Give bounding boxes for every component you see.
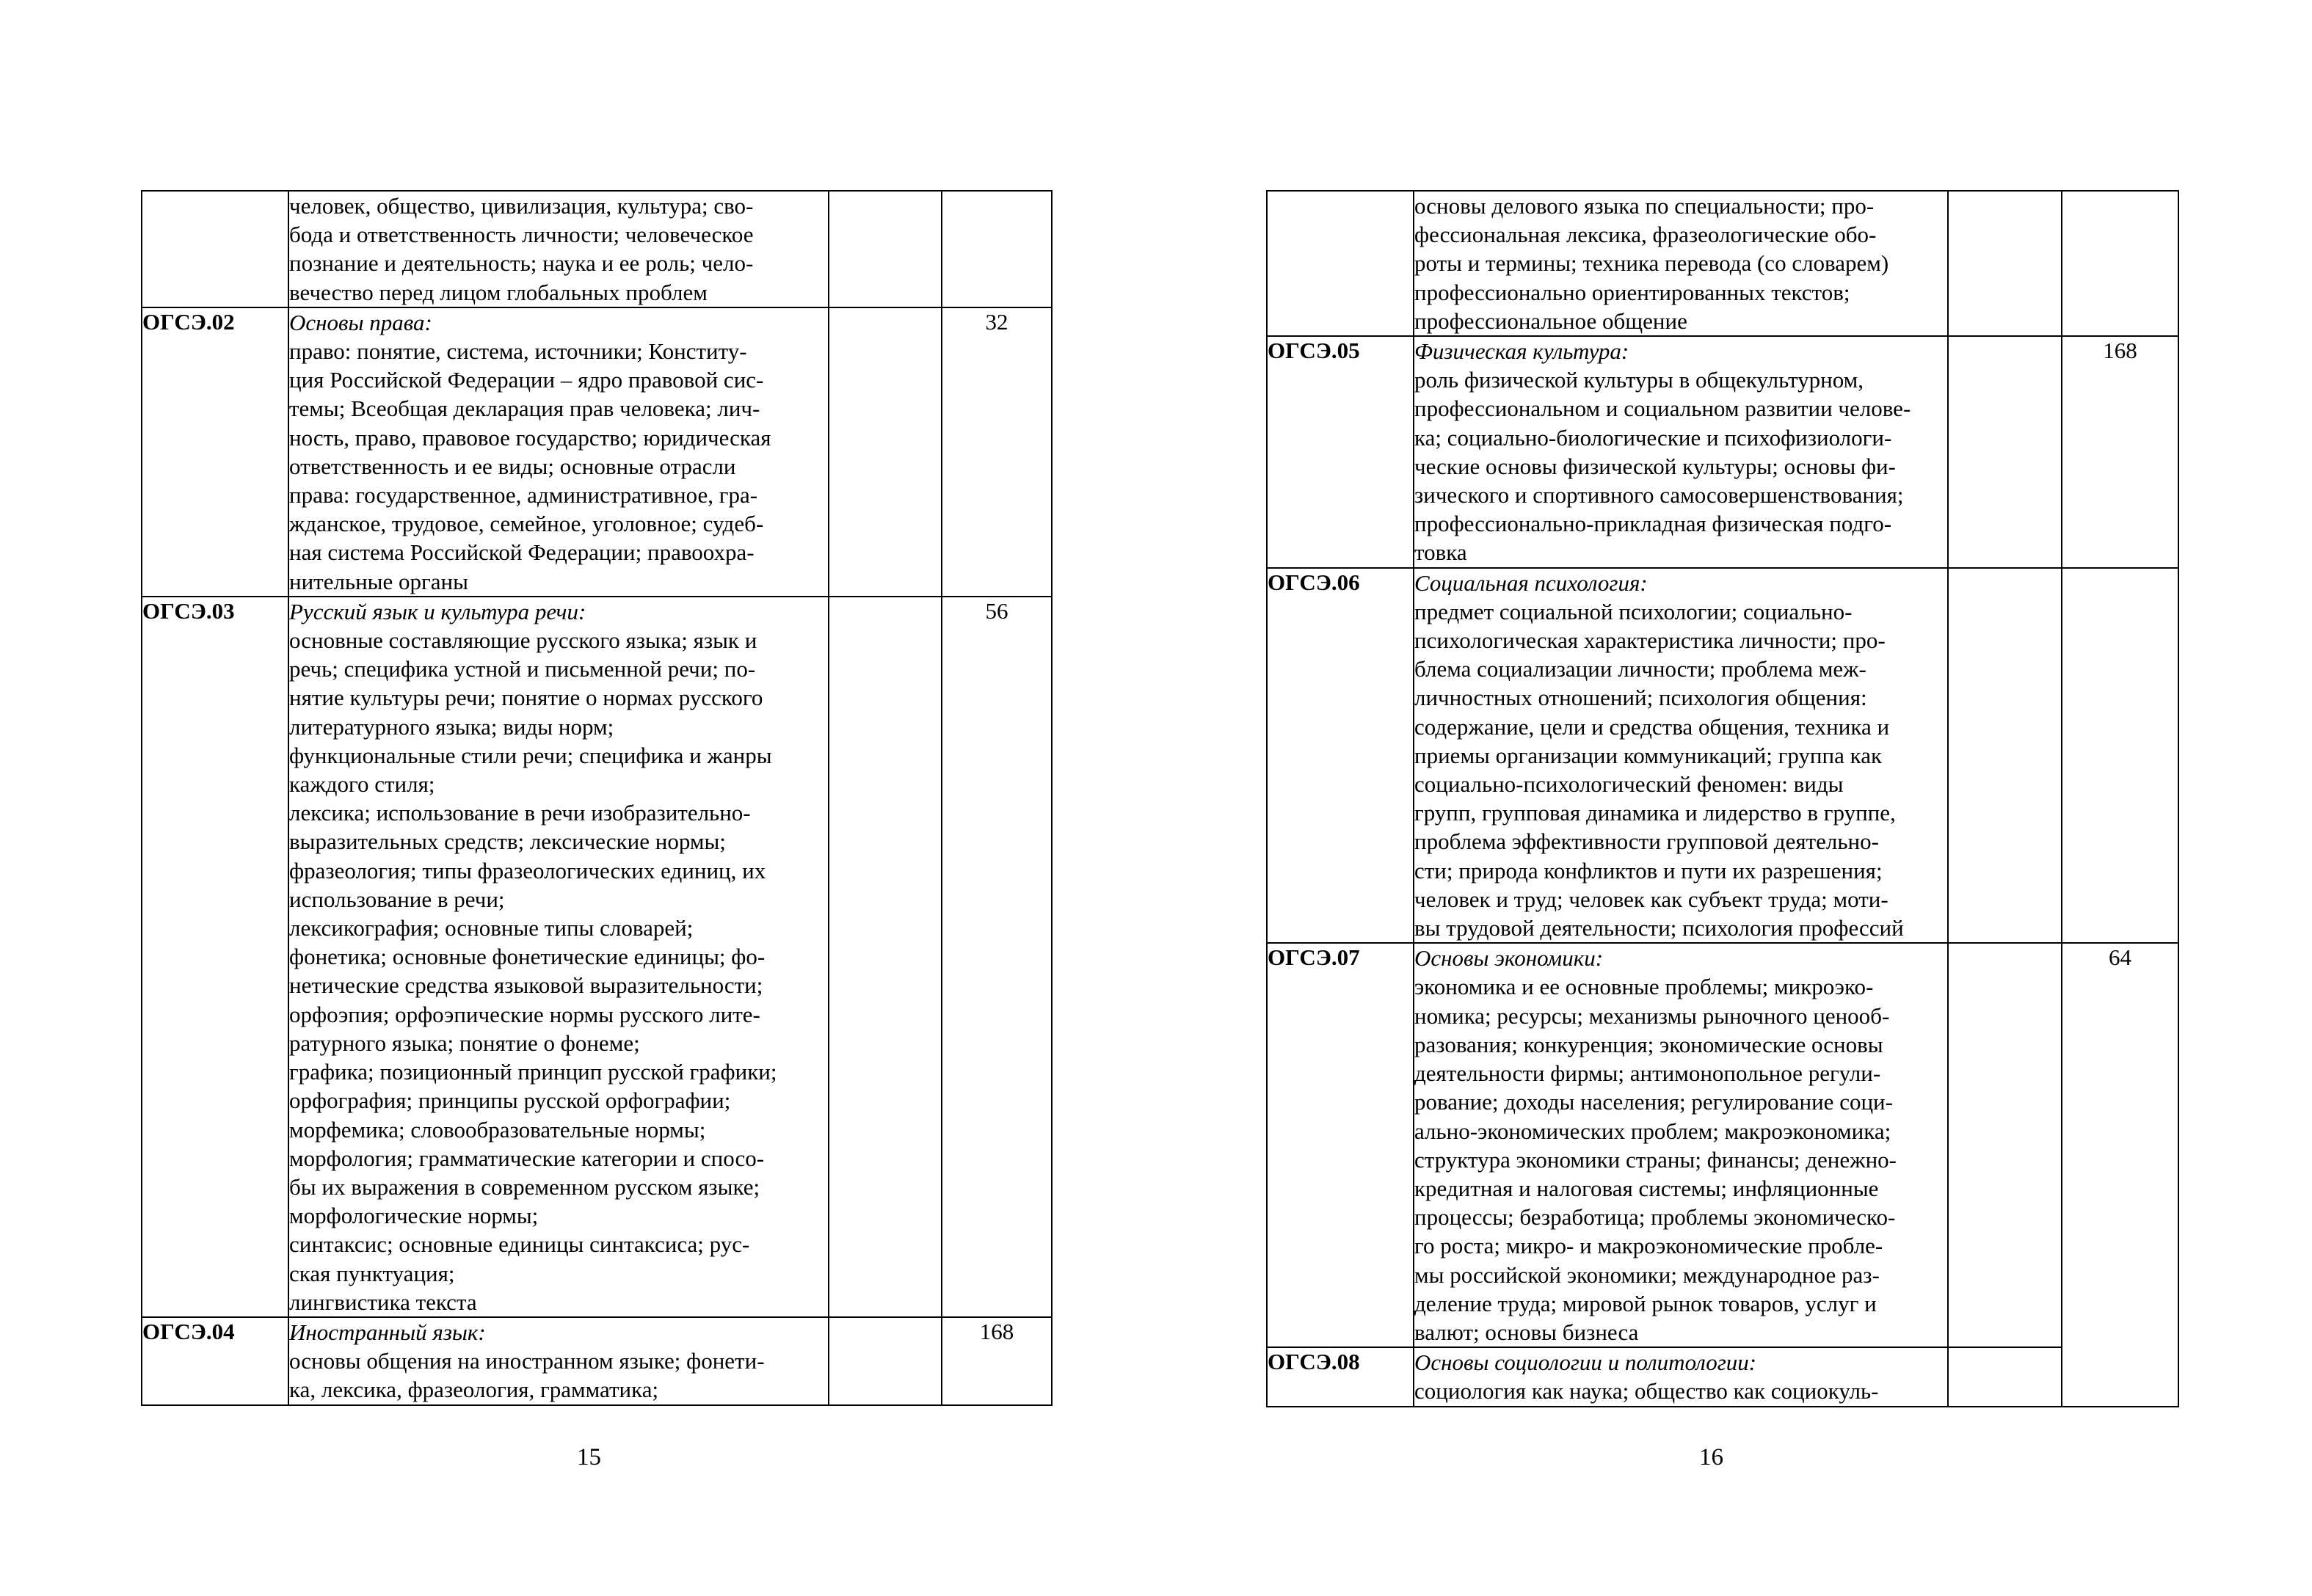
empty-cell (829, 597, 942, 1317)
content-line: социально-психологический феномен: виды (1414, 771, 1844, 798)
content-line: ка, лексика, фразеология, грамматика; (289, 1377, 659, 1403)
content-line: право: понятие, система, источники; Конститу- (289, 338, 747, 365)
discipline-title: Физическая культура: (1414, 338, 1629, 365)
table-row (1267, 1347, 2178, 1406)
content-line: вы трудовой деятельности; психология профессий (1414, 915, 1904, 941)
curriculum-table (1266, 190, 2179, 1407)
content-line: выразительных средств; лексические нормы; (289, 828, 726, 855)
content-line: социология как наука; общество как социокуль- (1414, 1378, 1879, 1404)
content-line: профессиональном и социальном развитии челове- (1414, 396, 1911, 422)
content-line: жданское, трудовое, семейное, уголовное; судеб- (289, 511, 764, 537)
content-line: структура экономики страны; финансы; денежно- (1414, 1146, 1897, 1173)
content-line: речь; специфика устной и письменной речи; по- (289, 656, 756, 682)
content-line: темы; Всеобщая декларация прав человека; лич- (289, 396, 760, 422)
content-line: познание и деятельность; наука и ее роль; чело- (289, 250, 754, 277)
content-line: блема социализации личности; проблема меж- (1414, 656, 1866, 682)
content-line: мы российской экономики; международное раз- (1414, 1261, 1880, 1288)
content-line: бода и ответственность личности; человеческое (289, 222, 754, 248)
content-line: товка (1414, 539, 1467, 566)
page-number: 16 (1699, 1444, 1723, 1471)
discipline-code: ОГСЭ.03 (142, 597, 288, 1317)
content-line: лексика; использование в речи изобразительно- (289, 800, 751, 826)
content-line: фессиональная лексика, фразеологические обо- (1414, 222, 1877, 248)
discipline-content (1414, 1347, 1948, 1406)
content-line: функциональные стили речи; специфика и жанры (289, 742, 772, 768)
hours-value (942, 191, 1052, 307)
content-line: валют; основы бизнеса (1414, 1319, 1639, 1345)
content-line: профессионально ориентированных текстов; (1414, 279, 1850, 305)
content-line: права: государственное, административное, гра- (289, 482, 758, 509)
content-line: основы делового языка по специальности; про- (1414, 193, 1875, 219)
content-line: использование в речи; (289, 886, 505, 912)
hours-value (2062, 568, 2178, 944)
discipline-code (142, 191, 288, 307)
content-line: деятельности фирмы; антимонопольное регули- (1414, 1060, 1881, 1087)
content-line: орфоэпия; орфоэпические нормы русского лите- (289, 1001, 760, 1027)
table-row (142, 1317, 1052, 1405)
content-line: содержание, цели и средства общения, техника и (1414, 713, 1890, 740)
content-line: фонетика; основные фонетические единицы; фо- (289, 944, 766, 970)
discipline-title: Основы права: (289, 309, 432, 335)
table-row (1267, 336, 2178, 568)
hours-value: 64 (2062, 943, 2178, 1406)
discipline-title: Социальная психология: (1414, 569, 1648, 596)
discipline-code: ОГСЭ.08 (1267, 1347, 1414, 1406)
content-line: нятие культуры речи; понятие о нормах русского (289, 685, 763, 711)
discipline-title: Основы социологии и политологии: (1414, 1349, 1757, 1376)
content-line: профессиональное общение (1414, 307, 1687, 334)
content-line: ка; социально-биологические и психофизиологи- (1414, 424, 1892, 451)
content-line: ская пунктуация; (289, 1260, 455, 1286)
content-line: нительные органы (289, 568, 468, 594)
content-line: приемы организации коммуникаций; группа как (1414, 742, 1883, 768)
empty-cell (1948, 191, 2062, 336)
table-row (142, 597, 1052, 1317)
content-line: зического и спортивного самосовершенствования; (1414, 482, 1904, 509)
content-line: разования; конкуренция; экономические основы (1414, 1031, 1883, 1057)
content-line: синтаксис; основные единицы синтаксиса; рус- (289, 1231, 750, 1258)
content-line: ная система Российской Федерации; правоохра- (289, 539, 755, 566)
content-line: номика; ресурсы; механизмы рыночного ценооб- (1414, 1002, 1890, 1029)
page-number: 15 (577, 1444, 601, 1471)
empty-cell (1948, 1347, 2062, 1406)
discipline-code: ОГСЭ.05 (1267, 336, 1414, 568)
hours-value: 168 (942, 1317, 1052, 1405)
content-line: лингвистика текста (289, 1289, 477, 1315)
content-line: рование; доходы населения; регулирование соци- (1414, 1089, 1893, 1115)
page-right (1156, 0, 2312, 1596)
content-line: личностных отношений; психология общения: (1414, 685, 1867, 711)
discipline-content (288, 307, 829, 597)
content-line: ответственность и ее виды; основные отрасли (289, 453, 736, 479)
content-line: ность, право, правовое государство; юридическая (289, 424, 771, 451)
content-line: графика; позиционный принцип русской графики; (289, 1059, 777, 1085)
table-row (1267, 568, 2178, 944)
content-line: нетические средства языковой выразительности; (289, 972, 763, 999)
content-line: ческие основы физической культуры; основы фи- (1414, 453, 1896, 479)
content-line: процессы; безработица; проблемы экономическо- (1414, 1204, 1896, 1231)
table-row (142, 191, 1052, 307)
hours-value: 32 (942, 307, 1052, 597)
discipline-title: Основы экономики: (1414, 945, 1604, 972)
table-row (1267, 191, 2178, 336)
content-line: проблема эффективности групповой деятельно- (1414, 828, 1879, 855)
content-line: предмет социальной психологии; социально- (1414, 598, 1853, 624)
content-line: литературного языка; виды норм; (289, 713, 614, 740)
discipline-title: Иностранный язык: (289, 1319, 486, 1345)
content-line: человек и труд; человек как субъект труда; моти- (1414, 886, 1889, 912)
empty-cell (829, 1317, 942, 1405)
hours-value (2062, 191, 2178, 336)
discipline-code: ОГСЭ.06 (1267, 568, 1414, 944)
discipline-content (1414, 568, 1948, 944)
discipline-content (288, 1317, 829, 1405)
content-line: психологическая характеристика личности; про- (1414, 627, 1886, 654)
content-line: каждого стиля; (289, 771, 435, 798)
discipline-content (288, 597, 829, 1317)
table-row (142, 307, 1052, 597)
discipline-code: ОГСЭ.04 (142, 1317, 288, 1405)
content-line: профессионально-прикладная физическая подго- (1414, 511, 1892, 537)
empty-cell (829, 191, 942, 307)
content-line: роты и термины; техника перевода (со словарем) (1414, 250, 1889, 277)
discipline-code (1267, 191, 1414, 336)
content-line: орфография; принципы русской орфографии; (289, 1087, 731, 1114)
content-line: ратурного языка; понятие о фонеме; (289, 1030, 640, 1056)
content-line: ция Российской Федерации – ядро правовой сис- (289, 367, 764, 393)
content-line: экономика и ее основные проблемы; микроэко- (1414, 974, 1874, 1000)
content-line: ально-экономических проблем; макроэкономика; (1414, 1118, 1891, 1144)
content-line: бы их выражения в современном русском языке; (289, 1173, 760, 1200)
discipline-title: Русский язык и культура речи: (289, 598, 586, 624)
content-line: фразеология; типы фразеологических единиц, их (289, 857, 766, 883)
content-line: го роста; микро- и макроэкономические пробле- (1414, 1233, 1883, 1259)
content-line: основы общения на иностранном языке; фонети- (289, 1348, 765, 1374)
empty-cell (1948, 568, 2062, 944)
content-line: деление труда; мировой рынок товаров, услуг и (1414, 1290, 1877, 1316)
curriculum-table (141, 190, 1053, 1406)
discipline-code: ОГСЭ.07 (1267, 943, 1414, 1347)
discipline-code: ОГСЭ.02 (142, 307, 288, 597)
content-line: человек, общество, цивилизация, культура; сво- (289, 193, 754, 219)
content-line: кредитная и налоговая системы; инфляционные (1414, 1175, 1879, 1201)
content-line: сти; природа конфликтов и пути их разрешения; (1414, 857, 1883, 883)
discipline-content (1414, 943, 1948, 1347)
empty-cell (1948, 943, 2062, 1347)
discipline-content (1414, 191, 1948, 336)
content-line: основные составляющие русского языка; язык и (289, 627, 757, 654)
content-line: групп, групповая динамика и лидерство в группе, (1414, 800, 1896, 826)
content-line: роль физической культуры в общекультурном, (1414, 367, 1864, 393)
discipline-content (1414, 336, 1948, 568)
content-line: морфемика; словообразовательные нормы; (289, 1116, 706, 1143)
content-line: лексикография; основные типы словарей; (289, 915, 694, 941)
hours-value: 56 (942, 597, 1052, 1317)
table-row (1267, 943, 2178, 1347)
empty-cell (829, 307, 942, 597)
content-line: морфологические нормы; (289, 1203, 539, 1229)
empty-cell (1948, 336, 2062, 568)
hours-value: 168 (2062, 336, 2178, 568)
discipline-content (288, 191, 829, 307)
content-line: вечество перед лицом глобальных проблем (289, 279, 708, 305)
content-line: морфология; грамматические категории и спосо- (289, 1145, 765, 1171)
